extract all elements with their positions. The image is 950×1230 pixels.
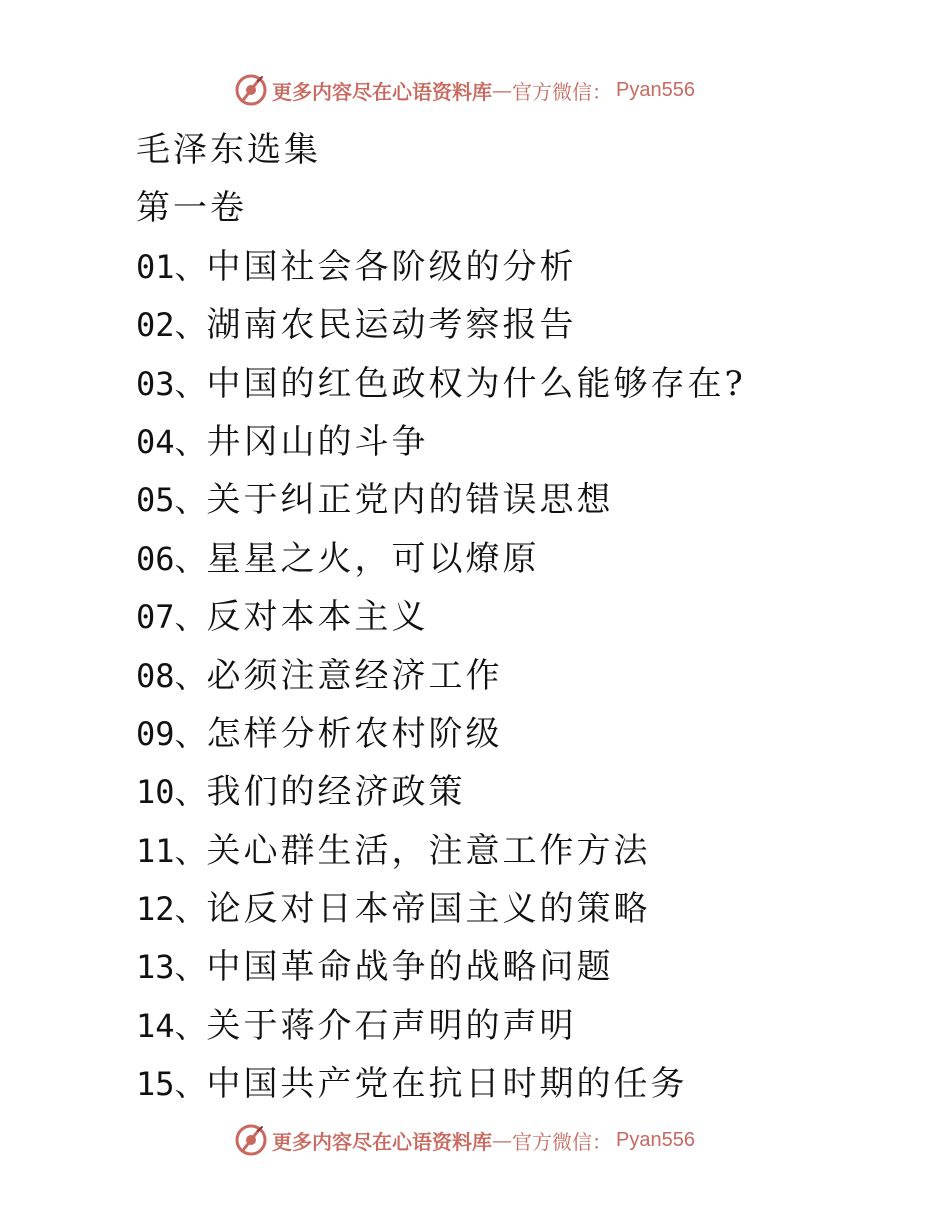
chapter-item xyxy=(136,238,910,296)
chapter-item xyxy=(136,997,910,1055)
watermark-wechat-id: Pyan556 xyxy=(616,1128,695,1151)
chapter-item xyxy=(136,588,910,646)
chapter-number: 05、 xyxy=(136,481,207,520)
chapter-item xyxy=(136,355,910,413)
chapter-item xyxy=(136,938,910,996)
watermark-wechat-label: 官方微信： xyxy=(512,1129,612,1154)
chapter-item xyxy=(136,880,910,938)
chapter-title: 我们的经济政策 xyxy=(206,772,466,813)
chapter-title: 星星之火，可以燎原 xyxy=(206,538,540,579)
chapter-title: 关于纠正党内的错误思想 xyxy=(206,480,614,521)
chapter-number: 14、 xyxy=(136,1006,207,1045)
chapter-title: 必须注意经济工作 xyxy=(206,655,503,696)
chapter-title: 中国革命战争的战略问题 xyxy=(206,947,614,988)
chapter-item xyxy=(136,705,910,763)
chapter-title: 中国社会各阶级的分析 xyxy=(206,246,577,287)
chapter-number: 09、 xyxy=(136,714,207,753)
chapter-item xyxy=(136,471,910,529)
volume-heading: 第一卷 xyxy=(136,188,247,229)
chapter-number: 04、 xyxy=(136,422,207,461)
chapter-number: 10、 xyxy=(136,773,207,812)
watermark-separator: — xyxy=(492,1128,512,1152)
watermark-text: 更多内容尽在心语资料库 xyxy=(272,1129,492,1154)
chapter-item xyxy=(136,647,910,705)
chapter-item xyxy=(136,822,910,880)
chapter-title: 反对本本主义 xyxy=(206,597,429,638)
chapter-item xyxy=(136,763,910,821)
chapter-number: 11、 xyxy=(136,831,207,870)
chapter-title: 论反对日本帝国主义的策略 xyxy=(206,889,651,930)
chapter-number: 06、 xyxy=(136,539,207,578)
chapter-number: 15、 xyxy=(136,1065,207,1104)
chapter-item xyxy=(136,413,910,471)
chapter-item xyxy=(136,296,910,354)
chapter-number: 03、 xyxy=(136,364,207,403)
document-body xyxy=(136,121,910,1114)
watermark-text: 更多内容尽在心语资料库 xyxy=(272,79,492,104)
chapter-number: 08、 xyxy=(136,656,207,695)
watermark-separator: — xyxy=(492,78,512,102)
chapter-number: 02、 xyxy=(136,306,207,345)
chapter-title: 中国的红色政权为什么能够存在? xyxy=(206,363,746,404)
chapter-title: 关心群生活，注意工作方法 xyxy=(206,830,651,871)
brand-logo-icon xyxy=(234,1123,268,1157)
watermark-banner-top xyxy=(234,72,695,108)
chapter-title: 怎样分析农村阶级 xyxy=(206,713,503,754)
watermark-banner-bottom xyxy=(234,1122,695,1158)
book-title: 毛泽东选集 xyxy=(136,130,321,170)
chapter-number: 01、 xyxy=(136,247,207,286)
chapter-item xyxy=(136,1055,910,1113)
chapter-number: 12、 xyxy=(136,890,207,929)
chapter-title: 中国共产党在抗日时期的任务 xyxy=(206,1064,688,1105)
chapter-item xyxy=(136,530,910,588)
watermark-wechat-id: Pyan556 xyxy=(616,78,695,101)
brand-logo-icon xyxy=(234,73,268,107)
watermark-wechat-label: 官方微信： xyxy=(512,79,612,104)
chapter-number: 13、 xyxy=(136,948,207,987)
chapter-number: 07、 xyxy=(136,598,207,637)
chapter-title: 湖南农民运动考察报告 xyxy=(206,305,577,346)
chapter-title: 井冈山的斗争 xyxy=(206,421,429,462)
chapter-title: 关于蒋介石声明的声明 xyxy=(206,1005,577,1046)
